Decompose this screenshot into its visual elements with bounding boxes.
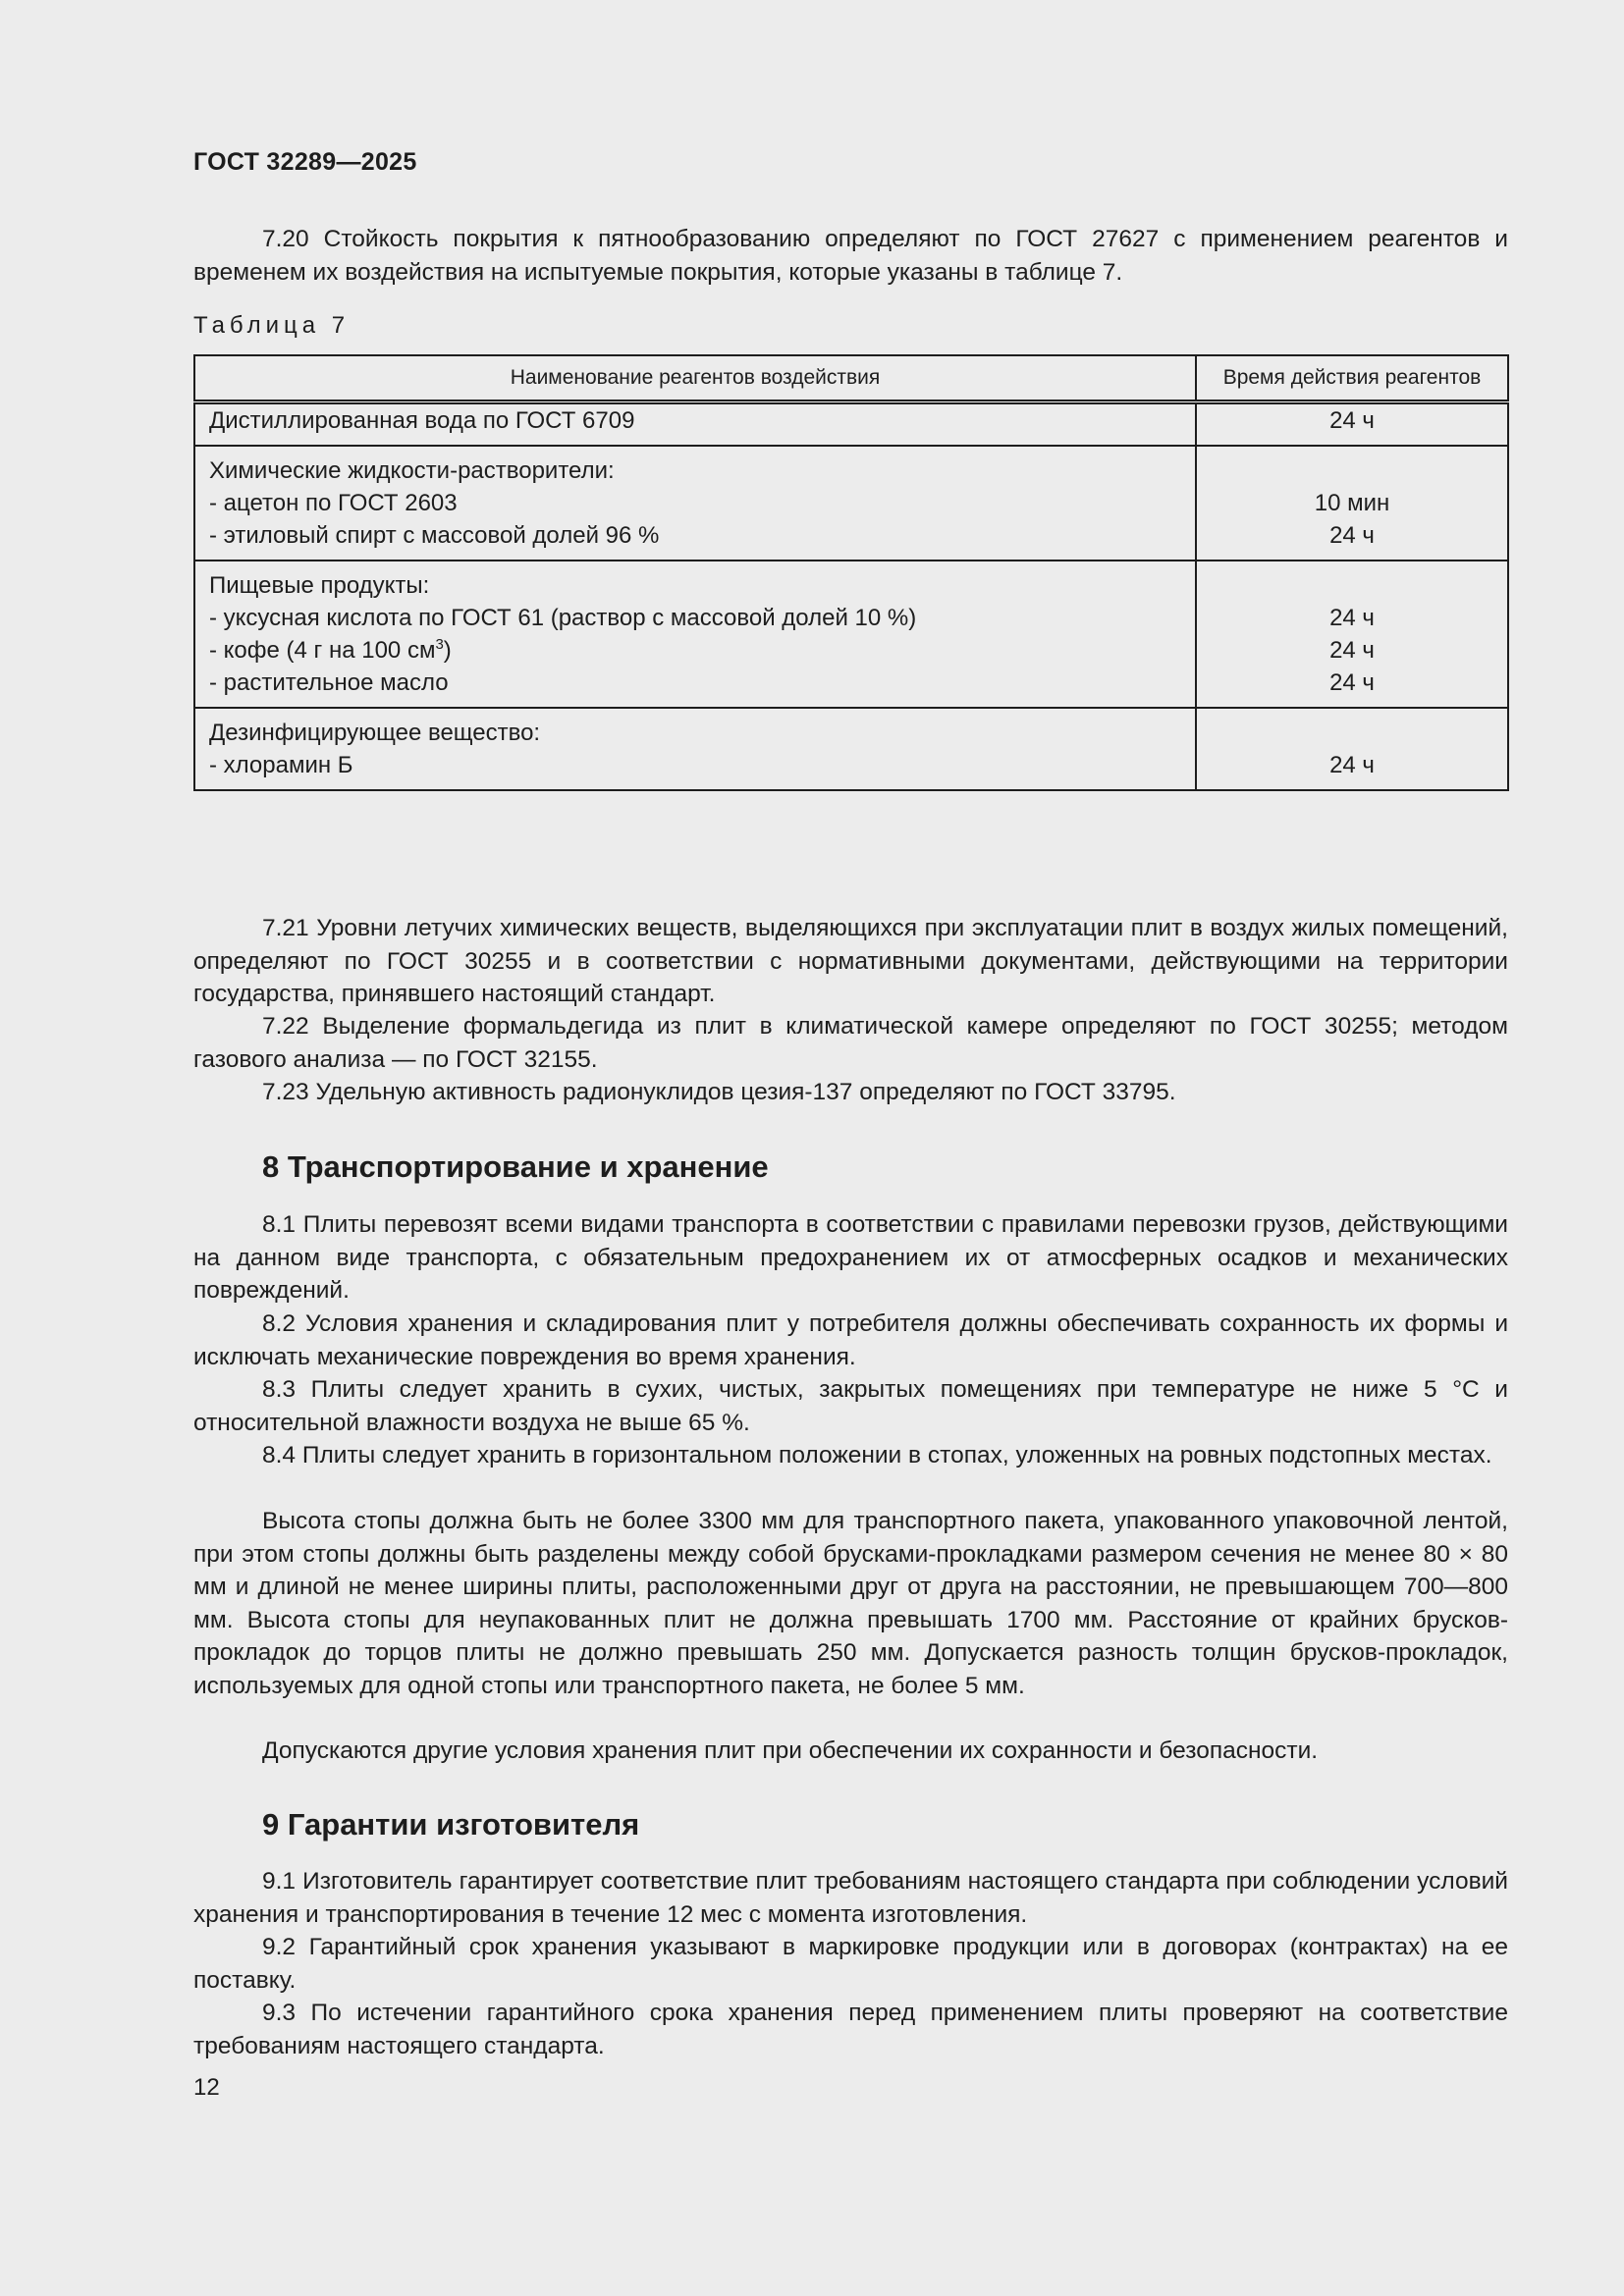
paragraph-7-23: 7.23 Удельную активность радионуклидов цезия-137 определяют по ГОСТ 33795. (262, 1079, 1176, 1105)
reagent-group-cell: Дезинфицирующее вещество: (194, 708, 1196, 749)
reagent-name-text-end: ) (443, 636, 452, 664)
paragraph-7-22: 7.22 Выделение формальдегида из плит в климатической камере определяют по ГОСТ 30255; методом газового анализа — по ГОСТ 32155. (193, 1013, 1508, 1073)
section-title-8: 8 Транспортирование и хранение (262, 1149, 769, 1184)
paragraph-8-1: 8.1 Плиты перевозят всеми видами транспорта в соответствии с правилами перевозки грузов, действующими на данном виде транспорта, с обязательным предохранением их от атмосферных осадков и механических повреждений. (193, 1211, 1508, 1304)
reagent-time-cell: 10 мин (1314, 489, 1390, 516)
reagent-name-cell: - ацетон по ГОСТ 2603 (194, 487, 1196, 519)
reagent-name-cell: - хлорамин Б (194, 749, 1196, 790)
paragraph-9-1: 9.1 Изготовитель гарантирует соответствие плит требованиям настоящего стандарта при соблюдении условий хранения и транспортирования в течение 12 мес с момента изготовления. (193, 1868, 1508, 1928)
table-row (194, 667, 1508, 708)
reagent-time-cell (1196, 561, 1508, 602)
table-row (194, 561, 1508, 602)
paragraph-8-4-other-conditions: Допускаются другие условия хранения плит при обеспечении их сохранности и безопасности. (262, 1737, 1319, 1764)
table-caption: Таблица 7 (193, 312, 351, 339)
reagent-group-cell: Химические жидкости-растворители: (194, 446, 1196, 487)
column-header-reagent-name: Наименование реагентов воздействия (194, 355, 1196, 402)
reagent-time-cell: 24 ч (1329, 636, 1375, 664)
table-row (194, 519, 1508, 561)
paragraph-8-3: 8.3 Плиты следует хранить в сухих, чистых, закрытых помещениях при температуре не ниже 5 °C и относительной влажности воздуха не выше 65 %. (193, 1376, 1508, 1436)
table-row (194, 708, 1508, 749)
reagent-time-cell (1196, 446, 1508, 487)
paragraph-9-3: 9.3 По истечении гарантийного срока хранения перед применением плиты проверяют на соответствие требованиям настоящего стандарта. (193, 2000, 1508, 2059)
table-row (194, 602, 1508, 634)
paragraph-8-4-stack-height: Высота стопы должна быть не более 3300 мм для транспортного пакета, упакованного упаковочной лентой, при этом стопы должны быть разделены между собой брусками-прокладками размером сечения не менее 80 × 80 мм и длиной не менее ширины плиты, расположенными друг от друга на расстоянии, не превышающем 700—800 мм. Высота стопы для неупакованных плит не должна превышать 1700 мм. Расстояние от крайних брусков-прокладок до торцов плиты не должно превышать 250 мм. Допускается разность толщин брусков-прокладок, используемых для одной стопы или транспортного пакета, не более 5 мм. (193, 1508, 1508, 1699)
reagent-time-cell: 24 ч (1196, 749, 1508, 790)
reagent-time-cell (1196, 708, 1508, 749)
column-header-action-time: Время действия реагентов (1196, 355, 1508, 402)
reagent-group-cell: Пищевые продукты: (194, 561, 1196, 602)
reagent-name-cell: - этиловый спирт с массовой долей 96 % (194, 519, 1196, 561)
reagent-time-cell: 24 ч (1329, 604, 1375, 631)
reagent-time-cell: 24 ч (1196, 519, 1508, 561)
table-header-row (194, 355, 1508, 402)
reagent-name-cell: Дистиллированная вода по ГОСТ 6709 (194, 402, 1196, 447)
table-row (194, 487, 1508, 519)
paragraph-8-4: 8.4 Плиты следует хранить в горизонтальном положении в стопах, уложенных на ровных подстопных местах. (262, 1442, 1492, 1468)
paragraph-7-20: 7.20 Стойкость покрытия к пятнообразованию определяют по ГОСТ 27627 с применением реагентов и временем их воздействия на испытуемые покрытия, которые указаны в таблице 7. (193, 226, 1508, 286)
reagent-name-cell (194, 634, 1196, 667)
table-row (194, 402, 1508, 447)
page-number: 12 (193, 2074, 220, 2101)
superscript: 3 (435, 635, 444, 653)
reagent-time-cell: 24 ч (1196, 402, 1508, 447)
reagent-name-cell: - растительное масло (194, 667, 1196, 708)
table-row (194, 749, 1508, 790)
reagent-name-cell: - уксусная кислота по ГОСТ 61 (раствор с массовой долей 10 %) (194, 602, 1196, 634)
paragraph-7-21: 7.21 Уровни летучих химических веществ, выделяющихся при эксплуатации плит в воздух жилых помещений, определяют по ГОСТ 30255 и в соответствии с нормативными документами, действующими на территории государства, принявшего настоящий стандарт. (193, 915, 1508, 1007)
table-row (194, 634, 1508, 667)
section-title-9: 9 Гарантии изготовителя (262, 1807, 640, 1842)
reagent-name-text: - кофе (4 г на 100 см (209, 636, 436, 664)
table-row (194, 446, 1508, 487)
reagent-time-cell: 24 ч (1196, 667, 1508, 708)
reagents-table (193, 354, 1509, 791)
paragraph-9-2: 9.2 Гарантийный срок хранения указывают в маркировке продукции или в договорах (контрактах) на ее поставку. (193, 1934, 1508, 1994)
paragraph-8-2: 8.2 Условия хранения и складирования плит у потребителя должны обеспечивать сохранность их формы и исключать механические повреждения во время хранения. (193, 1310, 1508, 1370)
document-header-code: ГОСТ 32289—2025 (193, 148, 417, 176)
